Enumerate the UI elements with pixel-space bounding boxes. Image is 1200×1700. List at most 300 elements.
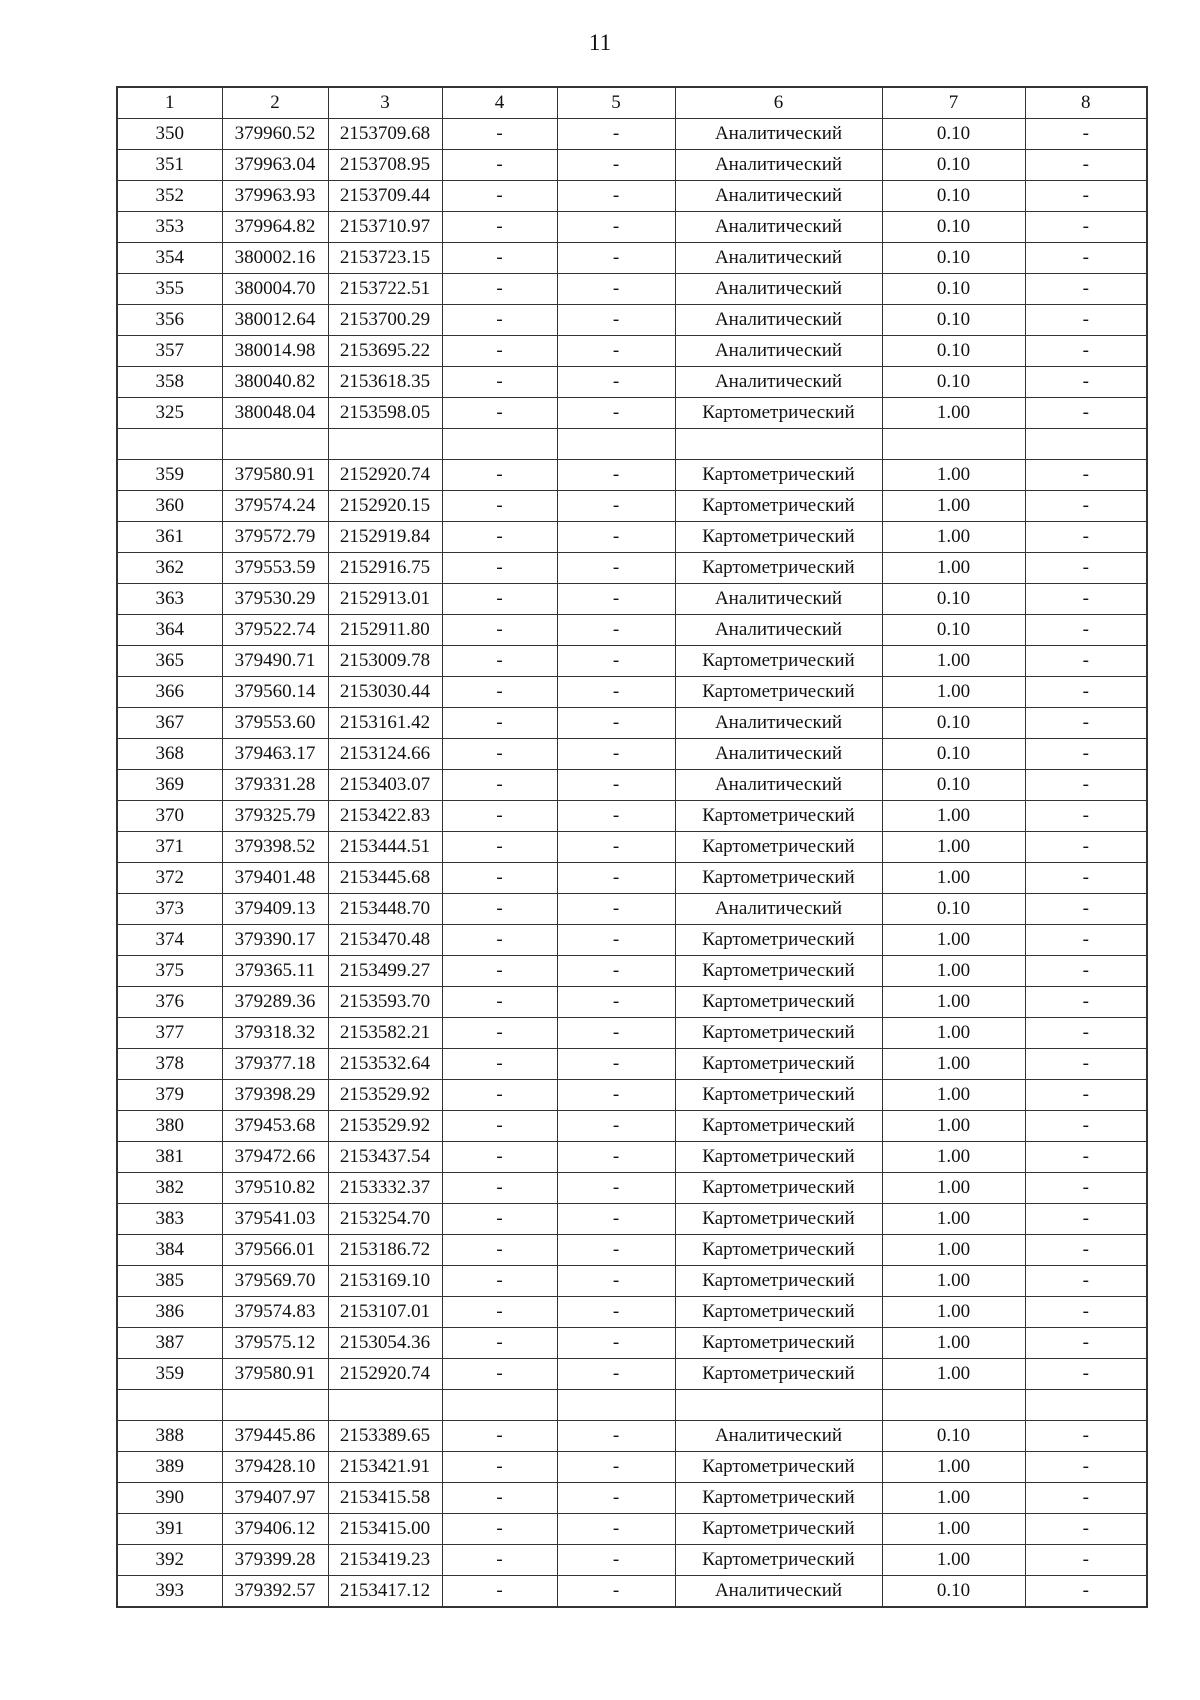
table-cell-col-7: 0.10	[882, 336, 1025, 367]
table-cell-col-2: 379392.57	[222, 1576, 328, 1608]
table-cell-col-5: -	[557, 1452, 675, 1483]
table-cell-col-7: 0.10	[882, 150, 1025, 181]
table-cell-col-5: -	[557, 274, 675, 305]
table-cell-col-4: -	[442, 305, 557, 336]
table-cell-col-5: -	[557, 1297, 675, 1328]
table-cell-col-5: -	[557, 181, 675, 212]
table-cell-col-4: -	[442, 646, 557, 677]
table-cell-col-1: 359	[117, 460, 222, 491]
table-cell-col-5: -	[557, 956, 675, 987]
table-cell-col-7: 1.00	[882, 1142, 1025, 1173]
table-cell-col-1: 374	[117, 925, 222, 956]
table-row	[117, 305, 1147, 336]
table-cell-col-1: 390	[117, 1483, 222, 1514]
table-cell-col-4: -	[442, 925, 557, 956]
table-cell-col-3: 2153529.92	[328, 1080, 442, 1111]
table-row	[117, 522, 1147, 553]
table-cell-col-5: -	[557, 646, 675, 677]
table-cell-col-6: Картометрический	[675, 1080, 882, 1111]
table-cell-col-8: -	[1025, 708, 1147, 739]
table-cell-col-4: -	[442, 987, 557, 1018]
table-cell-col-5: -	[557, 336, 675, 367]
table-cell-col-4: -	[442, 770, 557, 801]
table-cell-col-4: -	[442, 336, 557, 367]
table-cell-col-8: -	[1025, 956, 1147, 987]
table-cell-col-8: -	[1025, 677, 1147, 708]
empty-cell	[442, 1390, 557, 1421]
table-cell-col-4: -	[442, 1111, 557, 1142]
table-cell-col-4: -	[442, 1297, 557, 1328]
table-cell-col-3: 2153421.91	[328, 1452, 442, 1483]
empty-cell	[1025, 1390, 1147, 1421]
table-cell-col-6: Аналитический	[675, 367, 882, 398]
table-cell-col-1: 366	[117, 677, 222, 708]
table-cell-col-5: -	[557, 1266, 675, 1297]
table-cell-col-8: -	[1025, 460, 1147, 491]
table-cell-col-8: -	[1025, 1576, 1147, 1608]
table-cell-col-1: 381	[117, 1142, 222, 1173]
table-cell-col-6: Картометрический	[675, 677, 882, 708]
table-cell-col-3: 2153598.05	[328, 398, 442, 429]
empty-cell	[328, 429, 442, 460]
empty-cell	[117, 1390, 222, 1421]
table-row	[117, 894, 1147, 925]
table-row	[117, 274, 1147, 305]
table-cell-col-3: 2153722.51	[328, 274, 442, 305]
table-cell-col-4: -	[442, 1452, 557, 1483]
table-cell-col-8: -	[1025, 615, 1147, 646]
table-cell-col-7: 0.10	[882, 305, 1025, 336]
table-cell-col-4: -	[442, 1018, 557, 1049]
table-cell-col-8: -	[1025, 863, 1147, 894]
table-cell-col-5: -	[557, 119, 675, 150]
table-cell-col-1: 362	[117, 553, 222, 584]
table-cell-col-3: 2152920.74	[328, 460, 442, 491]
table-cell-col-8: -	[1025, 336, 1147, 367]
table-cell-col-6: Аналитический	[675, 181, 882, 212]
table-cell-col-6: Картометрический	[675, 1018, 882, 1049]
table-cell-col-1: 384	[117, 1235, 222, 1266]
table-cell-col-2: 379398.29	[222, 1080, 328, 1111]
table-cell-col-7: 0.10	[882, 615, 1025, 646]
table-cell-col-3: 2152920.15	[328, 491, 442, 522]
table-cell-col-5: -	[557, 1173, 675, 1204]
table-cell-col-8: -	[1025, 491, 1147, 522]
table-cell-col-8: -	[1025, 1452, 1147, 1483]
table-cell-col-5: -	[557, 925, 675, 956]
table-cell-col-4: -	[442, 1359, 557, 1390]
column-header-8: 8	[1025, 87, 1147, 119]
empty-cell	[882, 429, 1025, 460]
table-cell-col-1: 382	[117, 1173, 222, 1204]
table-cell-col-8: -	[1025, 1173, 1147, 1204]
table-cell-col-5: -	[557, 615, 675, 646]
table-row	[117, 367, 1147, 398]
empty-cell	[222, 1390, 328, 1421]
table-cell-col-1: 378	[117, 1049, 222, 1080]
table-cell-col-7: 0.10	[882, 739, 1025, 770]
table-cell-col-7: 1.00	[882, 1545, 1025, 1576]
table-cell-col-5: -	[557, 212, 675, 243]
table-cell-col-2: 379409.13	[222, 894, 328, 925]
table-cell-col-4: -	[442, 677, 557, 708]
table-cell-col-6: Картометрический	[675, 863, 882, 894]
table-cell-col-4: -	[442, 1421, 557, 1452]
table-cell-col-2: 379541.03	[222, 1204, 328, 1235]
table-cell-col-4: -	[442, 1235, 557, 1266]
table-cell-col-3: 2152911.80	[328, 615, 442, 646]
table-cell-col-3: 2153582.21	[328, 1018, 442, 1049]
table-cell-col-2: 379569.70	[222, 1266, 328, 1297]
table-cell-col-1: 352	[117, 181, 222, 212]
column-header-2: 2	[222, 87, 328, 119]
column-header-1: 1	[117, 87, 222, 119]
table-cell-col-4: -	[442, 1328, 557, 1359]
table-cell-col-8: -	[1025, 305, 1147, 336]
table-cell-col-1: 380	[117, 1111, 222, 1142]
table-cell-col-3: 2153254.70	[328, 1204, 442, 1235]
table-cell-col-7: 0.10	[882, 894, 1025, 925]
table-cell-col-1: 354	[117, 243, 222, 274]
table-cell-col-2: 379580.91	[222, 1359, 328, 1390]
table-cell-col-5: -	[557, 553, 675, 584]
table-cell-col-4: -	[442, 274, 557, 305]
table-cell-col-6: Аналитический	[675, 305, 882, 336]
table-cell-col-5: -	[557, 367, 675, 398]
table-cell-col-7: 0.10	[882, 584, 1025, 615]
table-cell-col-3: 2153417.12	[328, 1576, 442, 1608]
table-row	[117, 987, 1147, 1018]
table-row	[117, 1266, 1147, 1297]
table-cell-col-5: -	[557, 708, 675, 739]
table-cell-col-4: -	[442, 1049, 557, 1080]
table-row	[117, 1514, 1147, 1545]
table-cell-col-5: -	[557, 894, 675, 925]
table-cell-col-7: 0.10	[882, 181, 1025, 212]
table-cell-col-8: -	[1025, 150, 1147, 181]
table-cell-col-1: 367	[117, 708, 222, 739]
table-cell-col-3: 2153448.70	[328, 894, 442, 925]
table-cell-col-4: -	[442, 1514, 557, 1545]
table-cell-col-2: 380004.70	[222, 274, 328, 305]
table-cell-col-7: 1.00	[882, 1049, 1025, 1080]
table-cell-col-6: Аналитический	[675, 336, 882, 367]
page-number: 11	[588, 30, 612, 55]
table-cell-col-3: 2153107.01	[328, 1297, 442, 1328]
table-row	[117, 1483, 1147, 1514]
table-cell-col-8: -	[1025, 1049, 1147, 1080]
table-cell-col-5: -	[557, 1080, 675, 1111]
table-cell-col-2: 379553.60	[222, 708, 328, 739]
table-cell-col-6: Картометрический	[675, 1545, 882, 1576]
table-cell-col-4: -	[442, 708, 557, 739]
table-cell-col-3: 2153593.70	[328, 987, 442, 1018]
table-cell-col-8: -	[1025, 1235, 1147, 1266]
table-row	[117, 1204, 1147, 1235]
table-cell-col-2: 379428.10	[222, 1452, 328, 1483]
table-cell-col-8: -	[1025, 181, 1147, 212]
table-cell-col-4: -	[442, 1142, 557, 1173]
table-cell-col-4: -	[442, 615, 557, 646]
table-cell-col-2: 379445.86	[222, 1421, 328, 1452]
table-cell-col-5: -	[557, 832, 675, 863]
table-cell-col-2: 380002.16	[222, 243, 328, 274]
table-cell-col-1: 358	[117, 367, 222, 398]
table-cell-col-2: 379318.32	[222, 1018, 328, 1049]
table-row	[117, 615, 1147, 646]
table-cell-col-1: 386	[117, 1297, 222, 1328]
table-row	[117, 243, 1147, 274]
table-cell-col-8: -	[1025, 1266, 1147, 1297]
table-cell-col-2: 379453.68	[222, 1111, 328, 1142]
table-cell-col-5: -	[557, 1328, 675, 1359]
table-cell-col-5: -	[557, 987, 675, 1018]
table-cell-col-4: -	[442, 894, 557, 925]
table-cell-col-4: -	[442, 460, 557, 491]
table-cell-col-6: Картометрический	[675, 1328, 882, 1359]
table-cell-col-2: 379407.97	[222, 1483, 328, 1514]
table-row	[117, 1080, 1147, 1111]
table-cell-col-7: 1.00	[882, 801, 1025, 832]
table-cell-col-6: Картометрический	[675, 522, 882, 553]
table-cell-col-8: -	[1025, 1142, 1147, 1173]
table-cell-col-6: Картометрический	[675, 1142, 882, 1173]
table-cell-col-8: -	[1025, 646, 1147, 677]
table-cell-col-1: 369	[117, 770, 222, 801]
table-cell-col-2: 379510.82	[222, 1173, 328, 1204]
table-cell-col-1: 389	[117, 1452, 222, 1483]
table-cell-col-8: -	[1025, 1545, 1147, 1576]
table-cell-col-7: 1.00	[882, 1452, 1025, 1483]
table-cell-col-1: 351	[117, 150, 222, 181]
table-cell-col-7: 1.00	[882, 1514, 1025, 1545]
table-cell-col-3: 2153445.68	[328, 863, 442, 894]
table-row	[117, 739, 1147, 770]
table-cell-col-3: 2152916.75	[328, 553, 442, 584]
table-cell-col-8: -	[1025, 1018, 1147, 1049]
table-cell-col-6: Аналитический	[675, 243, 882, 274]
table-cell-col-5: -	[557, 460, 675, 491]
table-cell-col-8: -	[1025, 1204, 1147, 1235]
table-cell-col-1: 383	[117, 1204, 222, 1235]
table-cell-col-3: 2153054.36	[328, 1328, 442, 1359]
table-cell-col-6: Картометрический	[675, 491, 882, 522]
table-cell-col-6: Картометрический	[675, 1452, 882, 1483]
table-cell-col-1: 356	[117, 305, 222, 336]
table-row	[117, 832, 1147, 863]
table-cell-col-5: -	[557, 1142, 675, 1173]
table-cell-col-2: 379575.12	[222, 1328, 328, 1359]
table-cell-col-3: 2153499.27	[328, 956, 442, 987]
table-row	[117, 1452, 1147, 1483]
table-cell-col-7: 1.00	[882, 553, 1025, 584]
table-cell-col-2: 379572.79	[222, 522, 328, 553]
empty-cell	[328, 1390, 442, 1421]
table-cell-col-5: -	[557, 1111, 675, 1142]
table-cell-col-2: 379964.82	[222, 212, 328, 243]
table-cell-col-7: 1.00	[882, 925, 1025, 956]
table-row	[117, 1576, 1147, 1608]
table-row	[117, 150, 1147, 181]
table-cell-col-2: 379963.93	[222, 181, 328, 212]
table-cell-col-2: 379530.29	[222, 584, 328, 615]
table-cell-col-5: -	[557, 398, 675, 429]
table-cell-col-6: Картометрический	[675, 460, 882, 491]
table-cell-col-3: 2152913.01	[328, 584, 442, 615]
table-cell-col-6: Картометрический	[675, 1049, 882, 1080]
table-cell-col-6: Аналитический	[675, 894, 882, 925]
table-cell-col-6: Аналитический	[675, 119, 882, 150]
table-cell-col-5: -	[557, 491, 675, 522]
table-cell-col-4: -	[442, 367, 557, 398]
table-cell-col-2: 379390.17	[222, 925, 328, 956]
table-cell-col-7: 1.00	[882, 522, 1025, 553]
table-cell-col-3: 2153709.68	[328, 119, 442, 150]
table-cell-col-5: -	[557, 1049, 675, 1080]
table-row	[117, 460, 1147, 491]
table-cell-col-7: 1.00	[882, 460, 1025, 491]
table-cell-col-3: 2153618.35	[328, 367, 442, 398]
table-cell-col-3: 2153709.44	[328, 181, 442, 212]
table-row	[117, 1328, 1147, 1359]
table-cell-col-1: 372	[117, 863, 222, 894]
table-cell-col-8: -	[1025, 1111, 1147, 1142]
empty-cell	[557, 1390, 675, 1421]
table-cell-col-4: -	[442, 801, 557, 832]
table-cell-col-6: Аналитический	[675, 1421, 882, 1452]
table-cell-col-8: -	[1025, 1328, 1147, 1359]
table-cell-col-6: Аналитический	[675, 708, 882, 739]
table-cell-col-2: 379472.66	[222, 1142, 328, 1173]
table-cell-col-1: 371	[117, 832, 222, 863]
table-cell-col-4: -	[442, 1173, 557, 1204]
table-cell-col-8: -	[1025, 584, 1147, 615]
table-cell-col-2: 379960.52	[222, 119, 328, 150]
table-cell-col-6: Аналитический	[675, 1576, 882, 1608]
table-cell-col-5: -	[557, 150, 675, 181]
empty-cell	[675, 429, 882, 460]
table-cell-col-8: -	[1025, 832, 1147, 863]
table-cell-col-5: -	[557, 1545, 675, 1576]
table-cell-col-2: 379401.48	[222, 863, 328, 894]
table-cell-col-1: 350	[117, 119, 222, 150]
group-separator-row	[117, 1390, 1147, 1421]
table-row	[117, 1297, 1147, 1328]
table-row	[117, 1142, 1147, 1173]
table-cell-col-8: -	[1025, 522, 1147, 553]
table-cell-col-6: Аналитический	[675, 212, 882, 243]
table-cell-col-8: -	[1025, 398, 1147, 429]
table-cell-col-6: Аналитический	[675, 150, 882, 181]
table-header-row	[117, 87, 1147, 119]
table-cell-col-1: 388	[117, 1421, 222, 1452]
table-cell-col-7: 1.00	[882, 491, 1025, 522]
table-cell-col-1: 361	[117, 522, 222, 553]
table-cell-col-3: 2153422.83	[328, 801, 442, 832]
table-cell-col-7: 0.10	[882, 708, 1025, 739]
table-cell-col-4: -	[442, 1545, 557, 1576]
table-cell-col-6: Картометрический	[675, 1235, 882, 1266]
table-cell-col-7: 1.00	[882, 677, 1025, 708]
table-cell-col-4: -	[442, 584, 557, 615]
table-cell-col-3: 2153708.95	[328, 150, 442, 181]
table-cell-col-4: -	[442, 1483, 557, 1514]
table-cell-col-7: 0.10	[882, 243, 1025, 274]
empty-cell	[222, 429, 328, 460]
empty-cell	[675, 1390, 882, 1421]
table-cell-col-1: 357	[117, 336, 222, 367]
table-cell-col-1: 387	[117, 1328, 222, 1359]
table-cell-col-3: 2153437.54	[328, 1142, 442, 1173]
table-cell-col-7: 1.00	[882, 1266, 1025, 1297]
table-cell-col-6: Картометрический	[675, 1266, 882, 1297]
table-cell-col-1: 359	[117, 1359, 222, 1390]
table-cell-col-4: -	[442, 1576, 557, 1608]
table-cell-col-8: -	[1025, 770, 1147, 801]
table-cell-col-4: -	[442, 863, 557, 894]
table-cell-col-5: -	[557, 1235, 675, 1266]
table-cell-col-2: 379406.12	[222, 1514, 328, 1545]
table-cell-col-4: -	[442, 150, 557, 181]
table-cell-col-5: -	[557, 739, 675, 770]
coordinates-table	[116, 86, 1148, 1608]
table-cell-col-3: 2152920.74	[328, 1359, 442, 1390]
table-cell-col-2: 380040.82	[222, 367, 328, 398]
table-cell-col-1: 363	[117, 584, 222, 615]
table-row	[117, 336, 1147, 367]
table-cell-col-7: 1.00	[882, 1483, 1025, 1514]
table-cell-col-8: -	[1025, 553, 1147, 584]
table-cell-col-5: -	[557, 584, 675, 615]
table-cell-col-8: -	[1025, 1421, 1147, 1452]
table-cell-col-5: -	[557, 1483, 675, 1514]
table-cell-col-8: -	[1025, 1514, 1147, 1545]
table-cell-col-4: -	[442, 956, 557, 987]
table-cell-col-4: -	[442, 181, 557, 212]
table-cell-col-1: 353	[117, 212, 222, 243]
table-cell-col-8: -	[1025, 1297, 1147, 1328]
table-cell-col-3: 2152919.84	[328, 522, 442, 553]
table-cell-col-1: 325	[117, 398, 222, 429]
group-separator-row	[117, 429, 1147, 460]
table-cell-col-4: -	[442, 398, 557, 429]
table-cell-col-7: 1.00	[882, 398, 1025, 429]
table-cell-col-5: -	[557, 863, 675, 894]
table-row	[117, 1111, 1147, 1142]
table-cell-col-8: -	[1025, 925, 1147, 956]
table-cell-col-7: 1.00	[882, 1328, 1025, 1359]
table-row	[117, 925, 1147, 956]
table-cell-col-6: Картометрический	[675, 1483, 882, 1514]
table-cell-col-7: 1.00	[882, 1359, 1025, 1390]
table-row	[117, 646, 1147, 677]
table-row	[117, 1173, 1147, 1204]
table-cell-col-4: -	[442, 522, 557, 553]
table-cell-col-6: Картометрический	[675, 1111, 882, 1142]
table-cell-col-1: 368	[117, 739, 222, 770]
table-row	[117, 119, 1147, 150]
table-cell-col-6: Картометрический	[675, 832, 882, 863]
table-cell-col-3: 2153695.22	[328, 336, 442, 367]
table-cell-col-3: 2153009.78	[328, 646, 442, 677]
table-cell-col-4: -	[442, 491, 557, 522]
table-cell-col-6: Картометрический	[675, 925, 882, 956]
table-cell-col-8: -	[1025, 243, 1147, 274]
table-cell-col-3: 2153700.29	[328, 305, 442, 336]
table-cell-col-3: 2153186.72	[328, 1235, 442, 1266]
table-cell-col-8: -	[1025, 212, 1147, 243]
table-cell-col-3: 2153030.44	[328, 677, 442, 708]
